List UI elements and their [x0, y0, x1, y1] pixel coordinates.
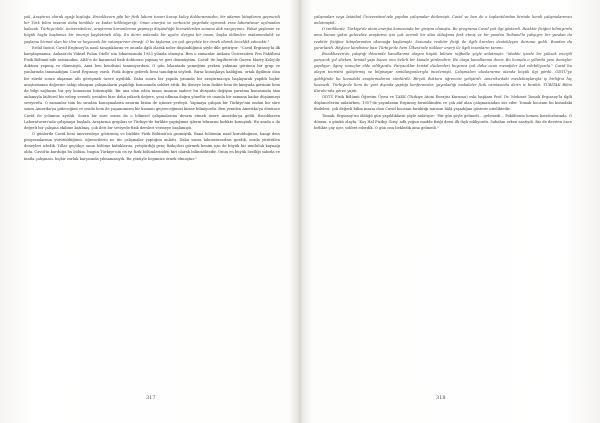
left-page-number: 317: [146, 395, 156, 401]
right-paragraph-4: ODTÜ Fizik Bölümü Öğretim Üyesi ve TAEK (Türkiye Atom Enerjisi Kurumu) eski başkanı Prof. Dr. Mehmet Tomak Erginsoy'la ilgili düşüncelerini anlatırken, 1957'de yayınlanan Erginsoy formülünden ve çok atıf alan çalışmasından söz eder. Tomak hocanın bu konudaki ifadeleri, çok değerli bilim insanı olan Cavid hocanın bıraktığı mirasın hâlâ yaşadığını gösterir niteliktedir.: [314, 95, 572, 112]
left-page-text: [24, 14, 280, 390]
right-paragraph-2: O tarihlerde, Türkiye'de atom enerjisi konusunda bir girişim olmuştu. Bu programa Cavid çok ilgi gösterdi. Reaktör fiziğini bilmiyordu ama bunun yakın gelecekte araştırma için çok verimli bir alan olduğuna fark etmiş ve bir yandan Teiband'la çalışıyor, bir yandan da reaktör fiziğine kitaplarından okumağa başlamıştı. Sonunda reaktör fiziği ile ilgili kursları destekleyen durumu geldi. Bundan da yararlandı. Böylece kendisine bazı Türkiye'de hem Ülkesi'nde nükleer enerji ile ilgili insanların tanımı.: [314, 27, 572, 50]
left-paragraph-3: O günlerde Cavid beni üniversiteye götürmüş ve birlikte Fizik Bölümü'nü gezmiştik. Bana bölümün nasıl kurulduğunu, hangi ders programlarının yürütüldüğünü, öğrencilerin ne tür çalışmalar yaptığını anlattı. Daha sonra laboratuvarları gezdik, orada yürütülen deneyleri izledik. Yıllar geçtikçe onun bölüme kattıklarını, yetiştirdiği genç fizikçileri görmek benim için de büyük bir mutluluk kaynağı oldu. Cavid'in kurduğu bu bölüm, bugün Türkiye'nin en iyi fizik bölümlerinden biri olarak bilinmektedir. Onun en büyük özelliği sabırla ve inatla çalışması, hiçbir zorluk karşısında yılmamasıydı. Bu yönüyle hepimize örnek olmuştur.": [24, 131, 280, 161]
left-paragraph-1: yok. Araştırıcı olarak ayağı boşluğa. Brookhaven gibi bir fizik labora tuvarı kurup kuley dolduramazdın, bir adamın kitaplarını geçmezdi bir Türk bilim insanın daha kimlikle ve kadar bilihtoyeriği. Onun enerjisi ve verkezini yayınlıda ayırarak esra laboratuvar açılmadan kalacak. Türkiye'deki, üniversitelere, araştırma kurumlarına yapmayı düşündüğü hizmetlerden sonuna dek vazgeçmez. Fakat yaşlanan ve büyük hayla başlamaz bir önerigi kaybetmek ölüş. En derin anlamda bir ayıdır, dergisi bir insan, başka ikilimleri makamındalık ve yaşlama hizmet olan bir ilim ve heyecanlı bir vatanperver örneği. O bu taşlama, en çok gerçekte bir örnek olarak önceldik edecekti.": [24, 15, 280, 44]
right-paragraph-3: Brookhaven'de çalıştığı dönemde kanallanma olayını büyük bilinen rağbetle şöyle anlatmıştı: "Madde içinde bir yüksek enerjili parçacık yol alırken, kristal yapı bazen onu belirli bir kanala yönlendirir. Bu olaya kanallanma denir. Bu konuda o yıllarda yeni deneyler yapılıyor, ilginç sonuçlar elde ediliyordu. Parçacıklar kristal düzlemleri boyunca çok daha uzun mesafeler kat edebiliyordu." Cavid bu olayın teorisini geliştirmiş ve bilgisayar simülasyonlarıyla incelemişti. Çalışmaları uluslararası alanda büyük ilgi gördü. ODTÜ'ye geldiğinde bu konudaki araştırmalarını sürdürdü. Birçok doktora öğrencisi yetiştirdi. Amerika'daki meslektaşlarıyla iş birliğini hiç kesmedi. Türkiye'de hem de yurt dışında yaptığı konferanslar, yayınladığı makaleler fizik camiasında derin iz bıraktı. TÜBİTAK Bilim Kurulu'nda görev yaptı.: [314, 51, 572, 93]
left-paragraph-2: Erdal İnönü, Cavid Erginsoy'la nasıl tanıştıklarını ve onunla ilgili olarak neler düşündüğünü şöyle dile getiriyor: "Cavid Erginsoy'la ilk karşılaşmamız, Ankara'da Yüksel Pulan Otelli' nin lokantasında 1953 yılında olmuştu. Ben o zamanlar Ankara Üniversitesi Fen Fakültesi Fizik Bölümü'nde asistandım. ABD'n de karamsal fizik doktorası yapmış ve geri dönmüştüm. Cavid' de İngiltere'de Queen Marry Kolej'de doktora yapmış ve dönmüştü, Ama ben kendisini tanımıyordum. O gün lokantada yemeğimi yerken yakınını görünen bir grup ve yanlarında tanımadığım Cavid Erginsoy vardı. Fizik doğru gelerek beni tanıdığını söyledi. Biraz konuşkaya kaldığım, ortak ilgilimiz olan bir sürdü sonra akşamın altı görüşmek üzere ayrıldık. Daha sonra bir yapıda yanında bir araştırmacıya başlayarak yapıldı hiçbir araştırmanın değerine sahip olmayan çalışmaların yapıldığı konusunda sohbet ettik. Bu deneye hem fizikte hem de kimyada görünür hem de bilgi sağlarını bir şey konusunu bitirmiştik. Bir ana olan eden insan insanın sadece bu dünyada değişim yaratma konusunda tam anlamıyla kültürel bir sebep verirdi, yeniden bize daha yüksek değere, yeni ufkuna doğru yöneltir ve onunla bir zamana kadar düşünmeyi seviyordu. O zamanlar tüm bu sıradan konuşmaların sanırım bizim de içimize yerleşti. Yapmaya çalışan bir Türkiye'nin ondan bir süre sonra Amerika'ya gideceğimi ve orada hem de yaşamımızın bir kısmını geçireceğimizi kimse bilmiyordu. Ben yeniden Amerika'ya dönünce Cavid ile yolumuz ayrıldı. Sonra bir süre sonra da o bilimsel çalışmalarına devam etmek üzere Amerika'ya geldi. Brookhaven Laboratuvarı'nda çalışmaya başladı. Araştırma grupları ve Türkiye'de birlikte yaptığımız işlerin tekrarını birlikte konuştuk. Bu arada o da değerli bir çalışma ekibine katılmış, çok ileri bir seviyede fizik dersleri vermeye başlamıştı.: [24, 45, 280, 130]
right-paragraph-1: çalışmaları veya İstanbul Üniversitesi'nde yapılan çalışmalar dinlemişti. Cavid ve ben de o toplantılardan birinde kendi çalışmalarımızı anlatmıştık.: [314, 15, 572, 26]
right-paragraph-5: Tomak, Erginsoy'un öldüğü gün yapıldıkların şöyle anlatıyor: "Bir gün şöyle gelmedi... gelemedi... Fakültenin hemen koridorlarında. O dönem, o günkü olayla, 'Koş Hal Fizikçi Giriş' adlı yoğun madde fiziği dersi ilk dışlı ediliyordu. Sabahın erken saatiydi. Biz de dersten önce birlikte çay içer, sohbet ederdik. O gün onu bekledik ama gelmedi.": [314, 113, 572, 130]
right-page-text: [314, 14, 572, 390]
right-page-number: 318: [436, 395, 446, 401]
